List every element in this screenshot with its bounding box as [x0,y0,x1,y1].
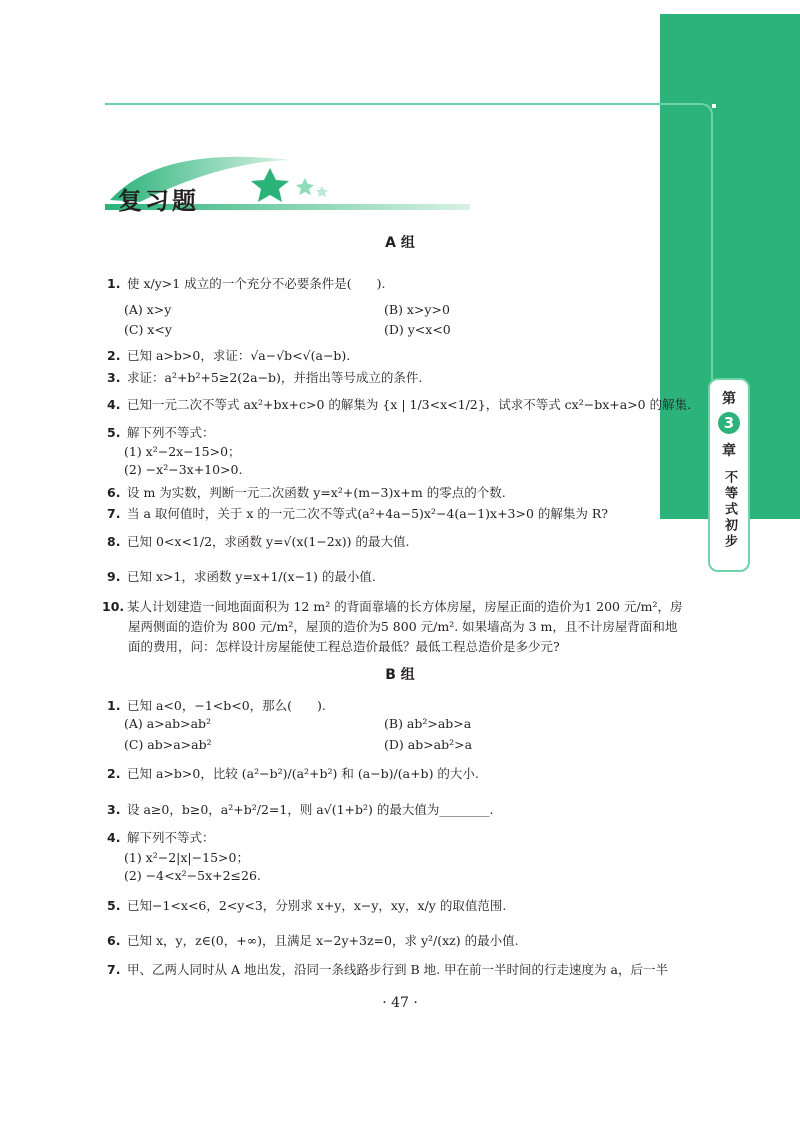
question-a9: 9. 已知 x>1，求函数 y=x+1/(x−1) 的最小值. [107,569,376,584]
question-b4-item-2: (2) −4<x²−5x+2≤26. [124,868,261,883]
question-a7: 7. 当 a 取何值时，关于 x 的一元二次不等式(a²+4a−5)x²−4(a−1)x+3>0 的解集为 R? [107,506,609,521]
question-a4: 4. 已知一元二次不等式 ax²+bx+c>0 的解集为 {x | 1/3<x<1/2}，试求不等式 cx²−bx+a>0 的解集. [107,397,692,412]
question-a1: 1. 使 x/y>1 成立的一个充分不必要条件是( ). [107,276,386,291]
option-a1-a: (A) x>y [124,302,172,317]
page-number: · 47 · [382,995,418,1011]
question-b4-item-1: (1) x²−2|x|−15>0； [124,850,249,865]
question-a8: 8. 已知 0<x<1/2，求函数 y=√(x(1−2x)) 的最大值. [107,534,410,549]
question-a5-item-2: (2) −x²−3x+10>0. [124,462,243,477]
section-title: 复习题 [118,187,199,215]
question-a2: 2. 已知 a>b>0，求证：√a−√b<√(a−b). [107,348,351,363]
option-b1-b: (B) ab²>ab>a [384,716,472,731]
option-b1-a: (A) a>ab>ab² [124,716,212,731]
question-b7: 7. 甲、乙两人同时从 A 地出发，沿同一条线路步行到 B 地. 甲在前一半时间的行走速度为 a，后一半 [107,962,668,977]
option-a1-d: (D) y<x<0 [384,322,451,337]
question-a10-line-2: 屋两侧面的造价为 800 元/m²，屋顶的造价为5 800 元/m². 如果墙高为 3 m，且不计房屋背面和地 [128,619,678,634]
question-a10: 10. 某人计划建造一间地面面积为 12 m² 的背面靠墙的长方体房屋，房屋正面的造价为1 200 元/m²，房 [102,599,683,614]
chapter-name: 不等式初步 [722,470,737,550]
chapter-tab [708,378,750,572]
question-b2: 2. 已知 a>b>0，比较 (a²−b²)/(a²+b²) 和 (a−b)/(a+b) 的大小. [107,766,479,781]
question-a5: 5. 解下列不等式： [107,425,215,440]
star-icon [251,168,289,202]
small-star-icon [316,186,328,197]
chapter-label-top: 第 [722,391,736,407]
question-a5-item-1: (1) x²−2x−15>0； [124,444,241,459]
group-b-heading: B 组 [385,667,415,683]
question-b3: 3. 设 a≥0，b≥0，a²+b²/2=1，则 a√(1+b²) 的最大值为________. [107,802,494,817]
small-star-icon [296,178,314,195]
question-b4: 4. 解下列不等式： [107,830,215,845]
option-b1-c: (C) ab>a>ab² [124,737,212,752]
chapter-label-zhang: 章 [722,443,736,459]
question-a6: 6. 设 m 为实数，判断一元二次函数 y=x²+(m−3)x+m 的零点的个数. [107,485,506,500]
group-a-heading: A 组 [385,235,415,251]
question-b6: 6. 已知 x，y，z∈(0，+∞)，且满足 x−2y+3z=0，求 y²/(xz) 的最小值. [107,933,519,948]
question-b1: 1. 已知 a<0，−1<b<0，那么( ). [107,698,326,713]
question-a3: 3. 求证：a²+b²+5≥2(2a−b)，并指出等号成立的条件. [107,370,423,385]
question-b5: 5. 已知−1<x<6，2<y<3，分别求 x+y，x−y，xy，x/y 的取值范围. [107,898,507,913]
option-b1-d: (D) ab>ab²>a [384,737,473,752]
option-a1-c: (C) x<y [124,322,172,337]
question-a10-line-3: 面的费用，问：怎样设计房屋能使工程总造价最低？最低工程总造价是多少元? [128,639,560,654]
chapter-number: 3 [718,412,740,434]
option-a1-b: (B) x>y>0 [384,302,450,317]
